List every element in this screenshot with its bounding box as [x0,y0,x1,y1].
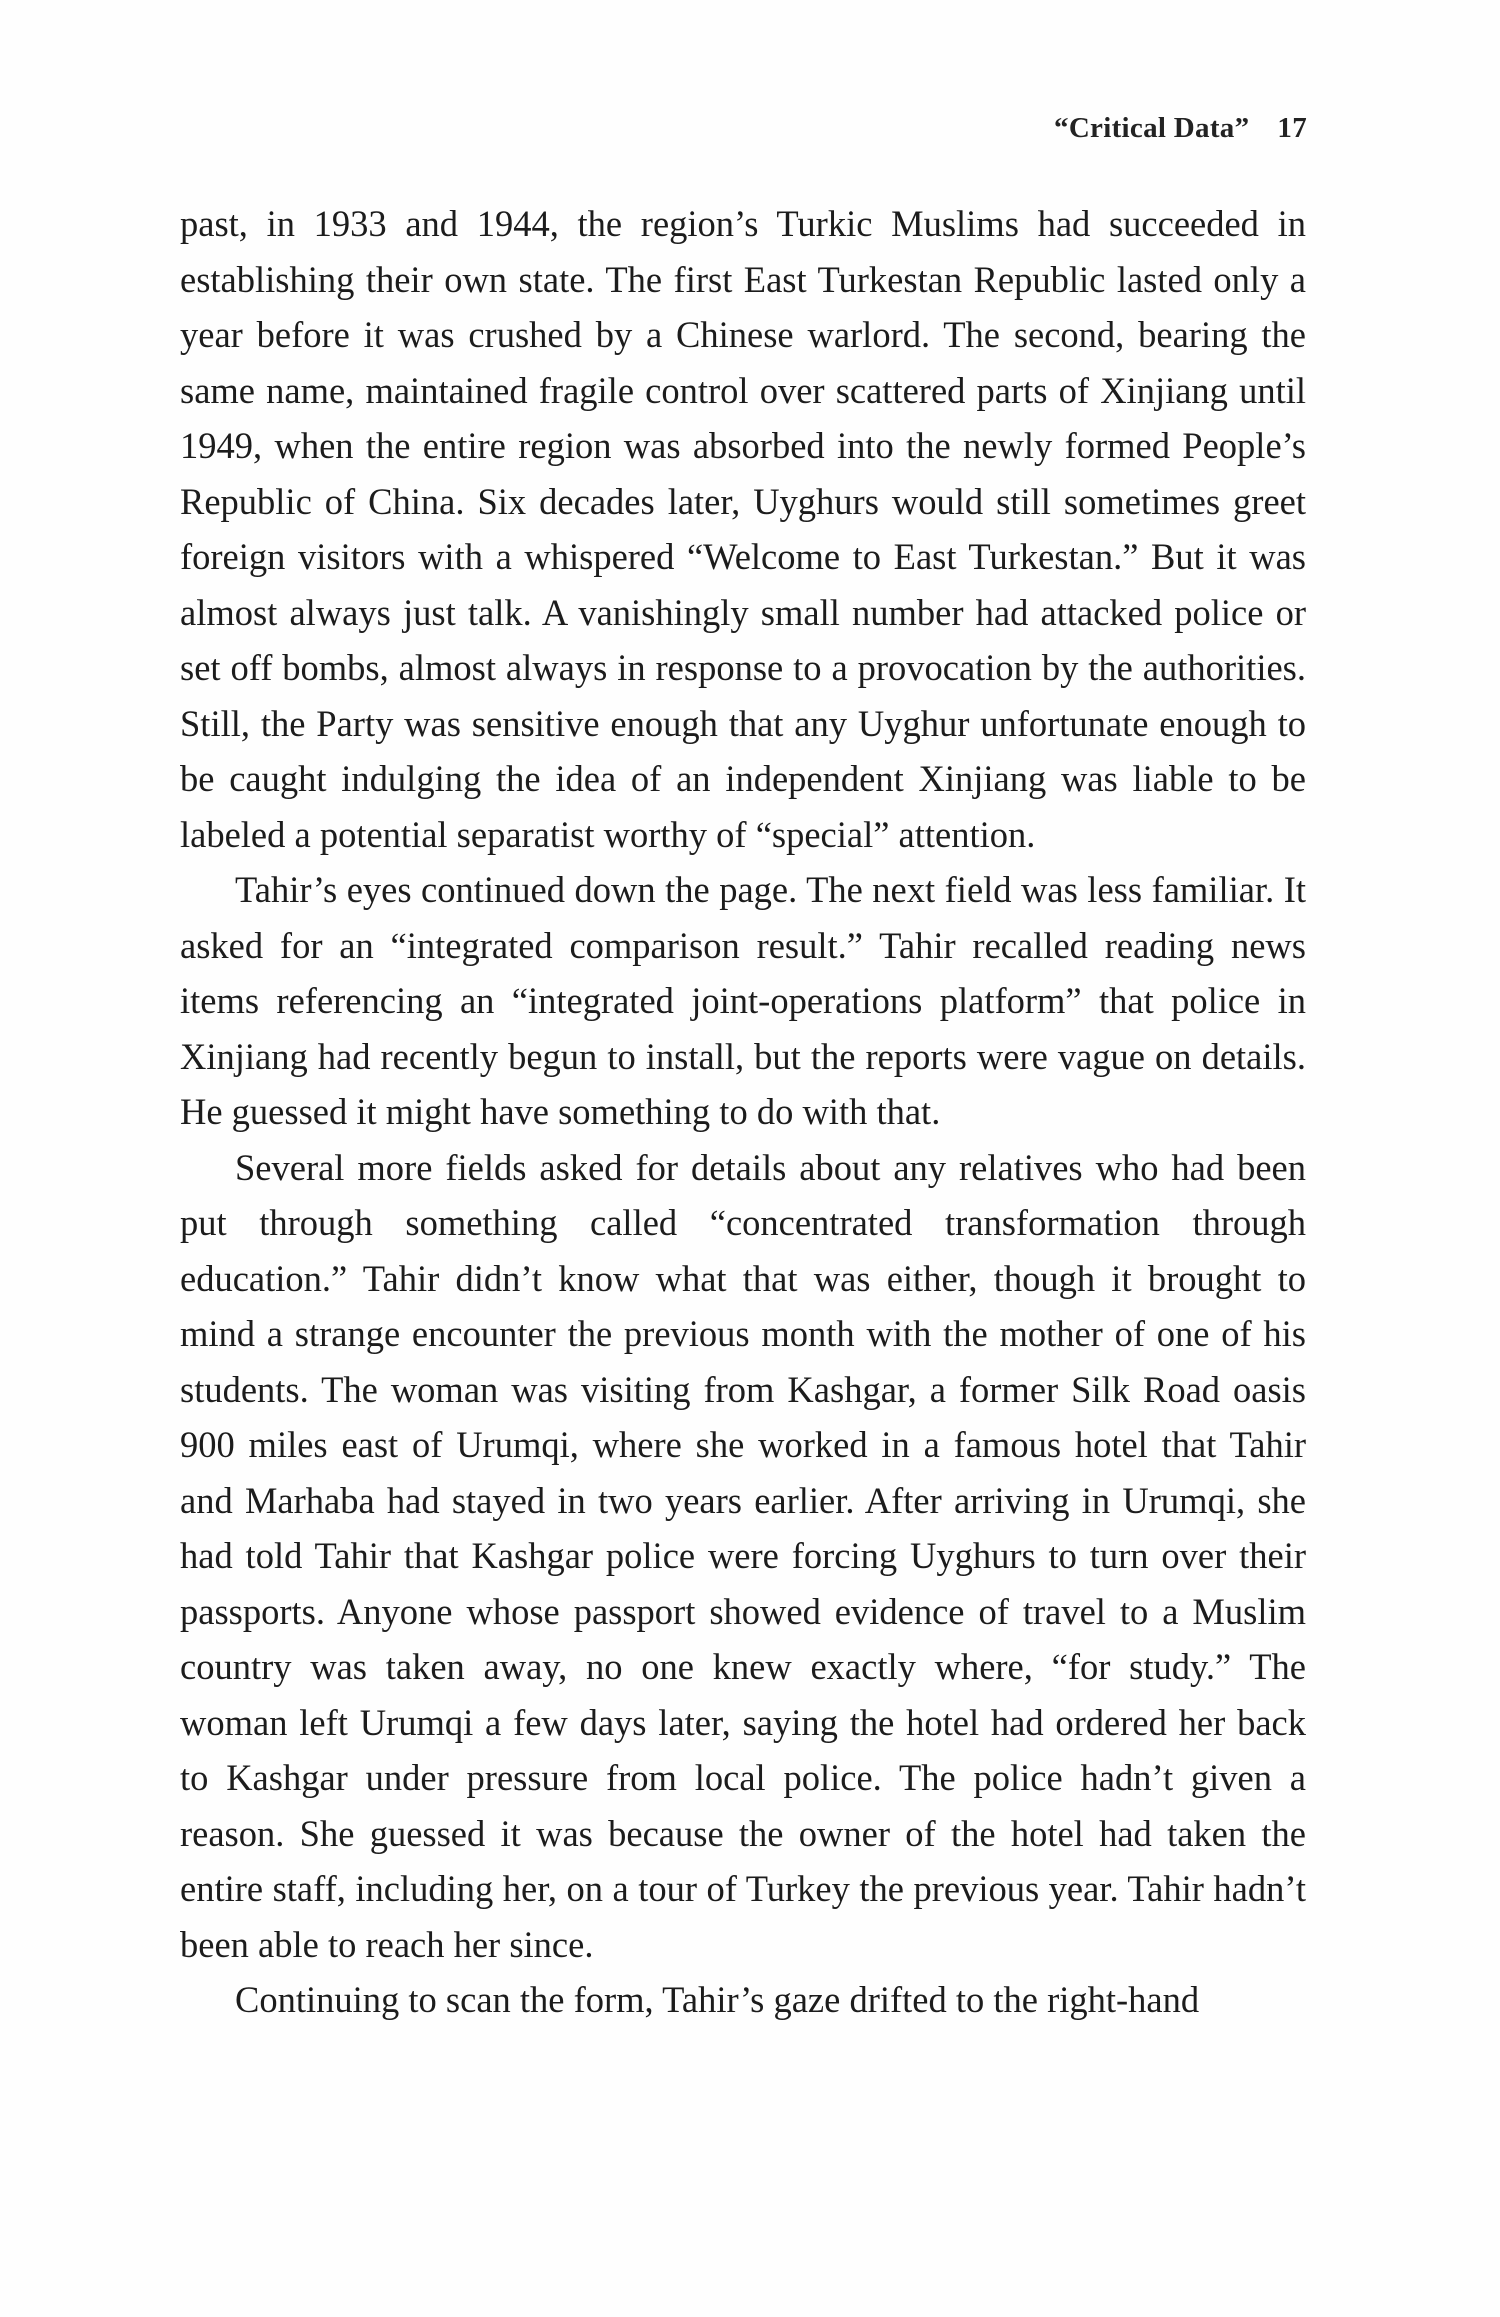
paragraph-continued: past, in 1933 and 1944, the region’s Turkic Muslims had succeeded in establishing their own state. The first East Turkestan Republic lasted only a year before it was crushed by a Chinese warlord. The second, bearing the same name, maintained fragile control over scattered parts of Xinjiang until 1949, when the entire region was absorbed into the newly formed People’s Republic of China. Six decades later, Uyghurs would still sometimes greet foreign visitors with a whispered “Welcome to East Turkestan.” But it was almost always just talk. A vanishingly small number had attacked police or set off bombs, almost always in response to a provocation by the authorities. Still, the Party was sensitive enough that any Uyghur unfortunate enough to be caught indulging the idea of an independent Xinjiang was liable to be labeled a potential separatist worthy of “special” attention. [180,203,1306,855]
running-head [1054,112,1307,145]
running-title: “Critical Data” [1054,112,1250,144]
paragraph: Tahir’s eyes continued down the page. The next field was less familiar. It asked for an “integrated comparison result.” Tahir recalled reading news items referencing an “integrated joint-operations platform” that police in Xinjiang had recently begun to install, but the reports were vague on details. He guessed it might have something to do with that. [180,869,1306,1132]
paragraph: Continuing to scan the form, Tahir’s gaze drifted to the right-hand [235,1979,1200,2020]
paragraph: Several more fields asked for details about any relatives who had been put through something called “concentrated transformation through education.” Tahir didn’t know what that was either, though it brought to mind a strange encounter the previous month with the mother of one of his students. The woman was visiting from Kashgar, a former Silk Road oasis 900 miles east of Urumqi, where she worked in a famous hotel that Tahir and Marhaba had stayed in two years earlier. After arriving in Urumqi, she had told Tahir that Kashgar police were forcing Uyghurs to turn over their passports. Anyone whose passport showed evidence of travel to a Muslim country was taken away, no one knew exactly where, “for study.” The woman left Urumqi a few days later, saying the hotel had ordered her back to Kashgar under pressure from local police. The police hadn’t given a reason. She guessed it was because the owner of the hotel had taken the entire staff, including her, on a tour of Turkey the previous year. Tahir hadn’t been able to reach her since. [180,1146,1306,1965]
body-text [180,196,1306,2028]
page-number: 17 [1277,112,1307,144]
